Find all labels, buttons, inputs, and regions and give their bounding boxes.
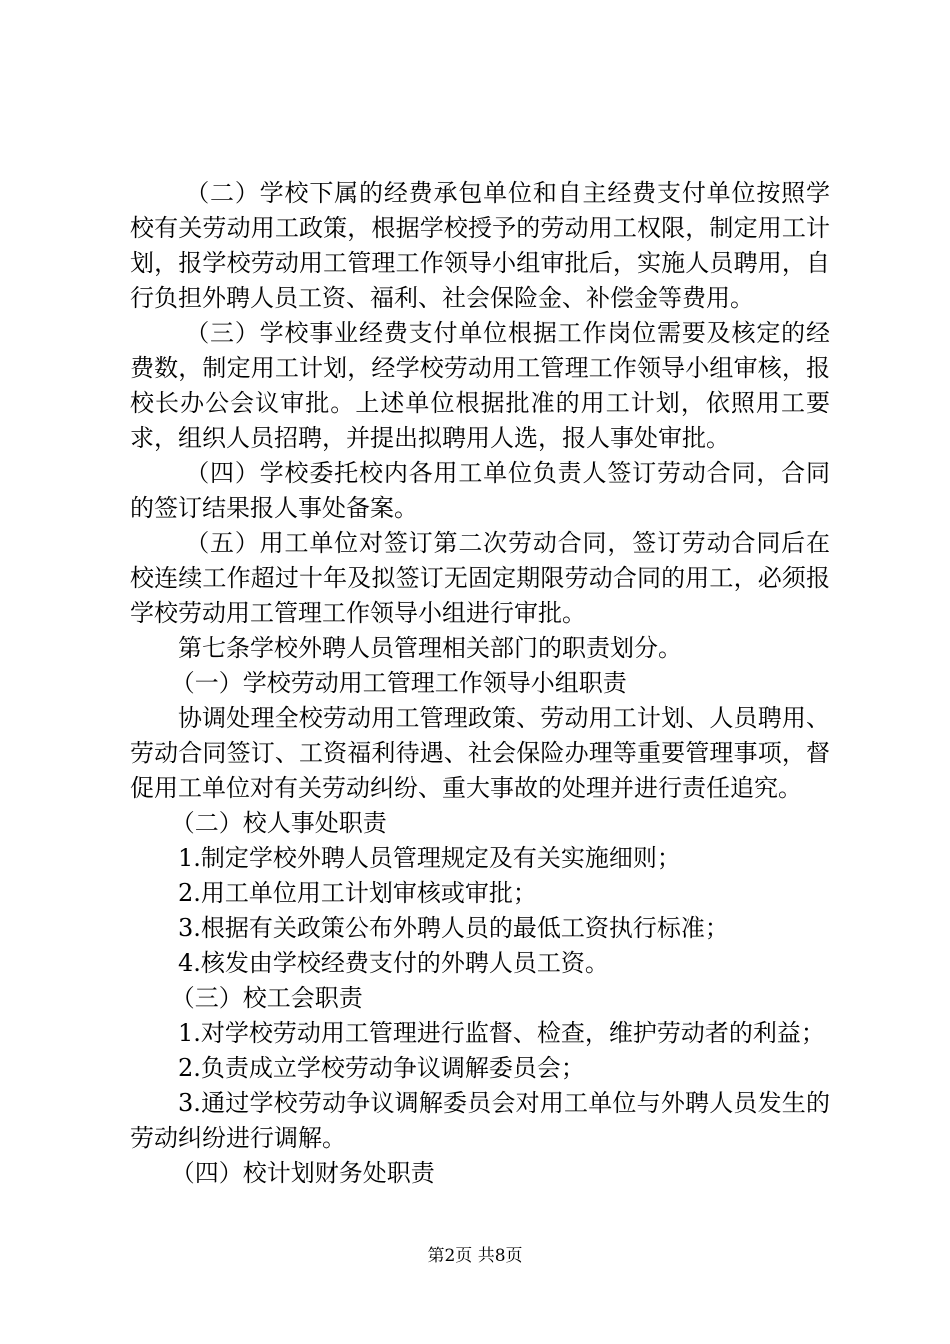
section-leading-group: （一）学校劳动用工管理工作领导小组职责 <box>170 669 627 697</box>
paragraph-budget-units: （三）学校事业经费支付单位根据工作岗位需要及核定的经费数，制定用工计划，经学校劳动用工管理工作领导小组审核，报校长办公会议审批。上述单位根据批准的用工计划，依照用工要求，组织人员招聘，并提出拟聘用人选，报人事处审批。 <box>130 319 830 452</box>
list-item-hr-3: 3.根据有关政策公布外聘人员的最低工资执行标准； <box>178 914 729 942</box>
page-footer: 第2页 共8页 <box>427 1246 523 1266</box>
list-item-hr-2: 2.用工单位用工计划审核或审批； <box>178 879 537 907</box>
paragraph-second-contract: （五）用工单位对签订第二次劳动合同，签订劳动合同后在校连续工作超过十年及拟签订无固定期限劳动合同的用工，必须报学校劳动用工管理工作领导小组进行审批。 <box>130 529 830 627</box>
section-hr-office: （二）校人事处职责 <box>170 809 387 837</box>
list-item-hr-4: 4.核发由学校经费支付的外聘人员工资。 <box>178 949 609 977</box>
document-body <box>130 176 830 1191</box>
paragraph-leading-group-duties: 协调处理全校劳动用工管理政策、劳动用工计划、人员聘用、劳动合同签订、工资福利待遇、社会保险办理等重要管理事项，督促用工单位对有关劳动纠纷、重大事故的处理并进行责任追究。 <box>130 704 830 802</box>
list-item-union-2: 2.负责成立学校劳动争议调解委员会； <box>178 1054 585 1082</box>
list-item-hr-1: 1.制定学校外聘人员管理规定及有关实施细则； <box>178 844 681 872</box>
paragraph-unit-hiring: （二）学校下属的经费承包单位和自主经费支付单位按照学校有关劳动用工政策，根据学校授予的劳动用工权限，制定用工计划，报学校劳动用工管理工作领导小组审批后，实施人员聘用，自行负担外聘人员工资、福利、社会保险金、补偿金等费用。 <box>130 179 830 312</box>
list-item-union-3: 3.通过学校劳动争议调解委员会对用工单位与外聘人员发生的劳动纠纷进行调解。 <box>130 1089 830 1152</box>
article-seven-heading: 第七条学校外聘人员管理相关部门的职责划分。 <box>178 634 682 662</box>
section-finance-office: （四）校计划财务处职责 <box>170 1159 435 1187</box>
section-trade-union: （三）校工会职责 <box>170 984 363 1012</box>
list-item-union-1: 1.对学校劳动用工管理进行监督、检查，维护劳动者的利益； <box>178 1019 825 1047</box>
paragraph-contract-signing: （四）学校委托校内各用工单位负责人签订劳动合同，合同的签订结果报人事处备案。 <box>130 459 830 522</box>
